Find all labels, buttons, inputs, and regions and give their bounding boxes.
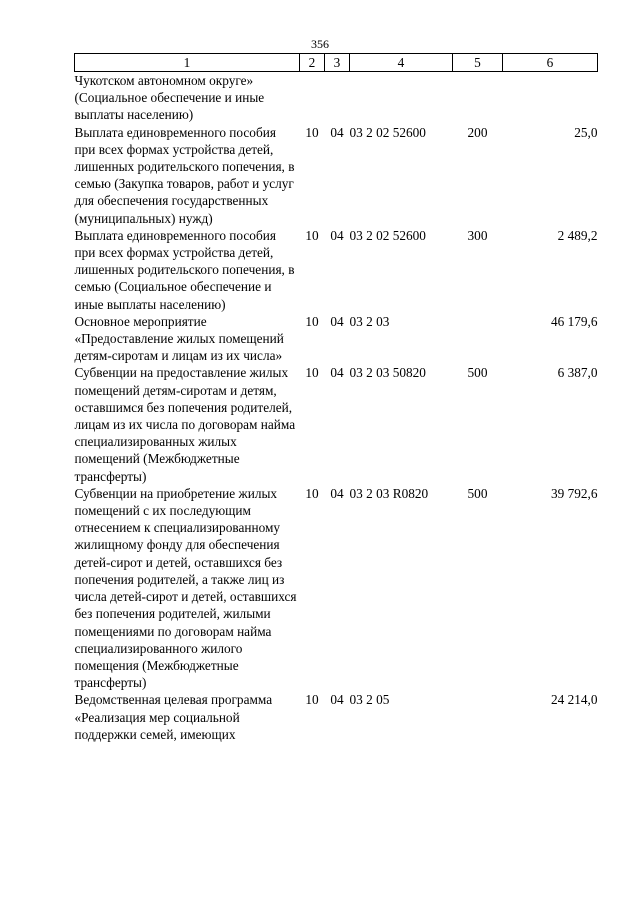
row-subsection: [325, 72, 350, 124]
row-subsection: 04: [330, 124, 344, 140]
row-section: 10: [305, 313, 319, 329]
row-name: Субвенции на предоставление жилых помещений детям-сиротам и детям, оставшимся без попечения родителей, лицам из их числа по договорам найма специализированных жилых помещений (Межбюджетные трансферты): [74, 365, 296, 484]
row-target-code: 03 2 03: [349, 313, 390, 329]
row-section: [300, 72, 325, 124]
row-name: Субвенции на приобретение жилых помещений с их последующим отнесением к специализированному жилищному фонду для обеспечения детей-сирот и детей, оставшихся без попечения родителей, а также лиц из числа детей-сирот и детей, оставшихся без попечения родителей, жилыми помещениями по договорам найма специализированного жилого помещения (Межбюджетные трансферты): [74, 485, 297, 691]
row-section: 10: [305, 227, 319, 243]
row-name: Выплата единовременного пособия при всех формах устройства детей, лишенных родительского попечения, в семью (Закупка товаров, работ и услуг для обеспечения государственных (муниципальных) нужд): [74, 124, 295, 226]
row-amount: 2 489,2: [557, 227, 598, 243]
header-row: [75, 54, 598, 72]
row-target-code: 03 2 03 50820: [349, 365, 426, 381]
row-section: 10: [305, 692, 319, 708]
row-target-code: 03 2 03 R0820: [349, 485, 429, 501]
row-amount: 6 387,0: [557, 365, 598, 381]
row-expense-type: [453, 72, 503, 124]
row-section: 10: [305, 365, 319, 381]
row-section: 10: [305, 124, 319, 140]
row-expense-type: [453, 313, 503, 365]
row-target-code: 03 2 02 52600: [349, 124, 426, 140]
row-amount: 39 792,6: [550, 485, 598, 501]
row-expense-type: 300: [467, 227, 488, 243]
row-subsection: 04: [330, 227, 344, 243]
header-col-1: 1: [75, 54, 300, 72]
row-subsection: 04: [330, 313, 344, 329]
table-row: [75, 227, 598, 313]
row-amount: 24 214,0: [550, 692, 598, 708]
row-expense-type: 500: [467, 365, 488, 381]
row-name: Ведомственная целевая программа «Реализация мер социальной поддержки семей, имеющих: [74, 692, 273, 742]
header-col-4: 4: [350, 54, 453, 72]
budget-table: [74, 53, 598, 743]
row-target-code: 03 2 05: [349, 692, 390, 708]
row-expense-type: [453, 691, 503, 743]
row-name: Основное мероприятие «Предоставление жилых помещений детям-сиротам и лицам из их числа»: [74, 313, 284, 364]
row-subsection: 04: [330, 365, 344, 381]
header-col-3: 3: [325, 54, 350, 72]
row-expense-type: 500: [467, 485, 488, 501]
row-amount: 46 179,6: [550, 313, 598, 329]
row-section: 10: [305, 485, 319, 501]
row-expense-type: 200: [467, 124, 488, 140]
row-amount: [503, 72, 598, 124]
row-target-code: [350, 72, 453, 124]
header-col-2: 2: [300, 54, 325, 72]
row-name: Чукотском автономном округе» (Социальное обеспечение и иные выплаты населению): [74, 73, 265, 123]
table-row: [75, 72, 598, 124]
table-row: [75, 313, 598, 365]
header-col-5: 5: [453, 54, 503, 72]
row-amount: 25,0: [574, 124, 598, 140]
table-row: [75, 691, 598, 743]
table-row: [75, 124, 598, 227]
row-subsection: 04: [330, 485, 344, 501]
page-number: 356: [311, 37, 329, 51]
header-col-6: 6: [503, 54, 598, 72]
row-subsection: 04: [330, 692, 344, 708]
table-row: [75, 485, 598, 691]
row-target-code: 03 2 02 52600: [349, 227, 426, 243]
row-name: Выплата единовременного пособия при всех формах устройства детей, лишенных родительского попечения, в семью (Социальное обеспечение и иные выплаты населению): [74, 227, 295, 312]
table-row: [75, 364, 598, 484]
